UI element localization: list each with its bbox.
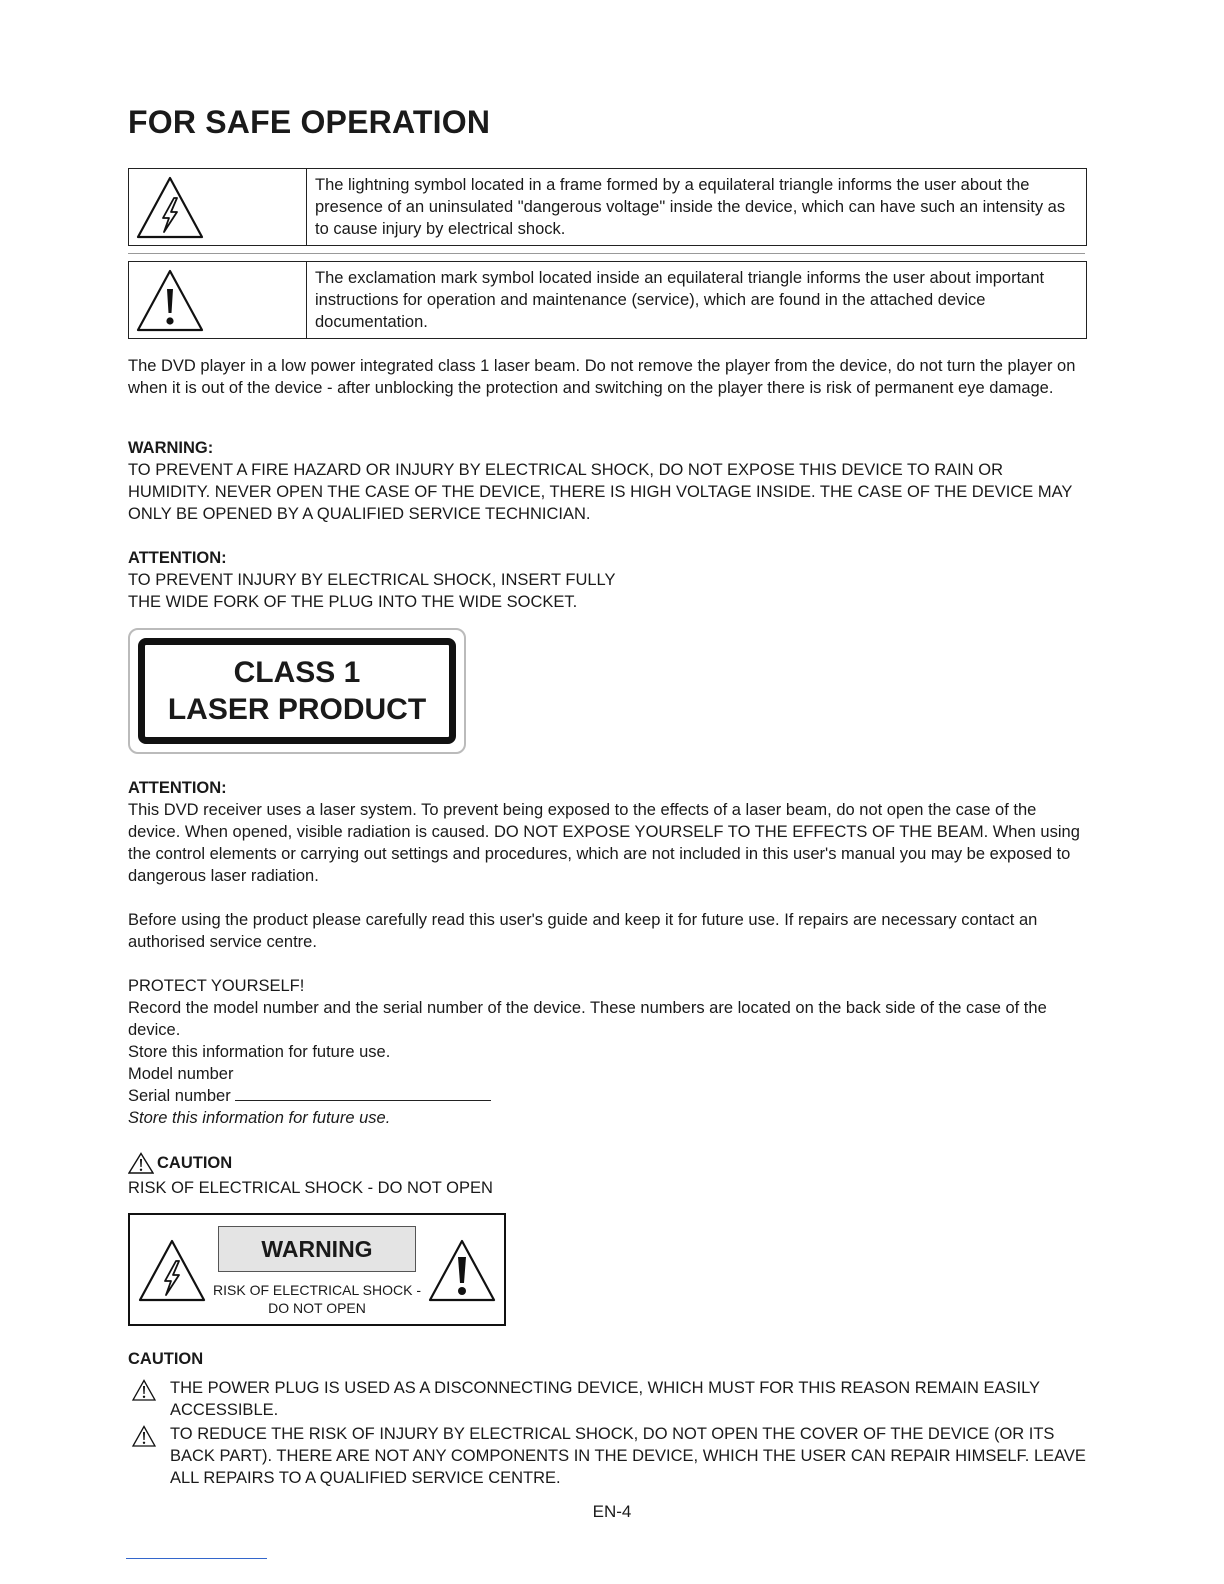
attention-line: THE WIDE FORK OF THE PLUG INTO THE WIDE SOCKET.: [128, 593, 578, 611]
protect-record-text: Record the model number and the serial number of the device. These numbers are located on the back side of the case of the device.: [128, 999, 1047, 1039]
page-title: FOR SAFE OPERATION: [128, 104, 491, 140]
laser-label-line: CLASS 1: [233, 656, 361, 689]
before-use-text: Before using the product please carefully read this user's guide and keep it for future use. If repairs are necessary contact an authorised service centre.: [128, 911, 1038, 951]
caution-item-text: THE POWER PLUG IS USED AS A DISCONNECTING DEVICE, WHICH MUST FOR THIS REASON REMAIN EASILY ACCESSIBLE.: [170, 1379, 1040, 1419]
warning-heading: WARNING:: [128, 439, 214, 457]
serial-number-blank: [235, 1086, 491, 1101]
attention-heading: ATTENTION:: [128, 779, 227, 797]
lightning-triangle-icon: [129, 169, 307, 245]
warning-label-title: WARNING: [218, 1226, 416, 1272]
laser-label-line: LASER PRODUCT: [167, 693, 427, 726]
lightning-symbol-box: [128, 168, 1087, 246]
footnote-rule: [126, 1558, 267, 1559]
caution-item-text: TO REDUCE THE RISK OF INJURY BY ELECTRICAL SHOCK, DO NOT OPEN THE COVER OF THE DEVICE (OR ITS BACK PART). THERE ARE NOT ANY COMPONENTS IN THE DEVICE, WHICH THE USER CAN REPAIR HIMSELF. LEAVE ALL REPAIRS TO A QUALIFIED SERVICE CENTRE.: [170, 1425, 1086, 1487]
exclamation-triangle-icon: [427, 1237, 497, 1303]
warning-label-line: DO NOT OPEN: [268, 1300, 366, 1316]
caution-small-heading: CAUTION: [157, 1154, 233, 1172]
warning-label-line: RISK OF ELECTRICAL SHOCK -: [213, 1282, 421, 1298]
lightning-symbol-description: The lightning symbol located in a frame formed by a equilateral triangle informs the user about the presence of an uninsulated "dangerous voltage" inside the device, which can have such an intensity as to cause injury by electrical shock.: [315, 176, 1066, 238]
caution-item: [128, 1377, 1088, 1421]
exclamation-triangle-icon: [128, 1379, 156, 1401]
exclamation-triangle-icon: [129, 262, 307, 338]
serial-number-row: [128, 1085, 1088, 1107]
divider: [128, 253, 1085, 254]
caution-item: [128, 1423, 1088, 1489]
attention-heading: ATTENTION:: [128, 549, 227, 567]
protect-heading: PROTECT YOURSELF!: [128, 977, 305, 995]
store-info-italic: Store this information for future use.: [128, 1109, 391, 1127]
protect-store-text: Store this information for future use.: [128, 1043, 391, 1061]
exclamation-symbol-box: [128, 261, 1087, 339]
exclamation-symbol-description: The exclamation mark symbol located inside an equilateral triangle informs the user about important instructions for operation and maintenance (service), which are found in the attached device documentation.: [315, 269, 1045, 331]
serial-number-label: Serial number: [128, 1087, 231, 1105]
exclamation-triangle-icon: [128, 1425, 156, 1447]
warning-label-subtitle: [196, 1281, 438, 1317]
exclamation-triangle-icon: [128, 1152, 154, 1174]
model-number-label: Model number: [128, 1065, 234, 1083]
attention-text: This DVD receiver uses a laser system. To prevent being exposed to the effects of a laser beam, do not open the case of the device. When opened, visible radiation is caused. DO NOT EXPOSE YOURSELF TO THE EFFECTS OF THE BEAM. When using the control elements or carrying out settings and procedures, which are not included in this user's manual you may be exposed to dangerous laser radiation.: [128, 801, 1080, 885]
laser-intro: The DVD player in a low power integrated class 1 laser beam. Do not remove the player from the device, do not turn the player on when it is out of the device - after unblocking the protection and switching on the player there is risk of permanent eye damage.: [128, 357, 1076, 397]
warning-label-graphic: [128, 1213, 506, 1326]
class1-laser-label: [128, 628, 466, 754]
caution-heading: CAUTION: [128, 1350, 204, 1368]
caution-small-text: RISK OF ELECTRICAL SHOCK - DO NOT OPEN: [128, 1179, 493, 1197]
page-number: EN-4: [592, 1502, 632, 1521]
attention-line: TO PREVENT INJURY BY ELECTRICAL SHOCK, INSERT FULLY: [128, 571, 616, 589]
warning-text: TO PREVENT A FIRE HAZARD OR INJURY BY ELECTRICAL SHOCK, DO NOT EXPOSE THIS DEVICE TO RAIN OR HUMIDITY. NEVER OPEN THE CASE OF THE DEVICE, THERE IS HIGH VOLTAGE INSIDE. THE CASE OF THE DEVICE MAY ONLY BE OPENED BY A QUALIFIED SERVICE TECHNICIAN.: [128, 461, 1073, 523]
caution-small-heading-row: [128, 1152, 1088, 1174]
